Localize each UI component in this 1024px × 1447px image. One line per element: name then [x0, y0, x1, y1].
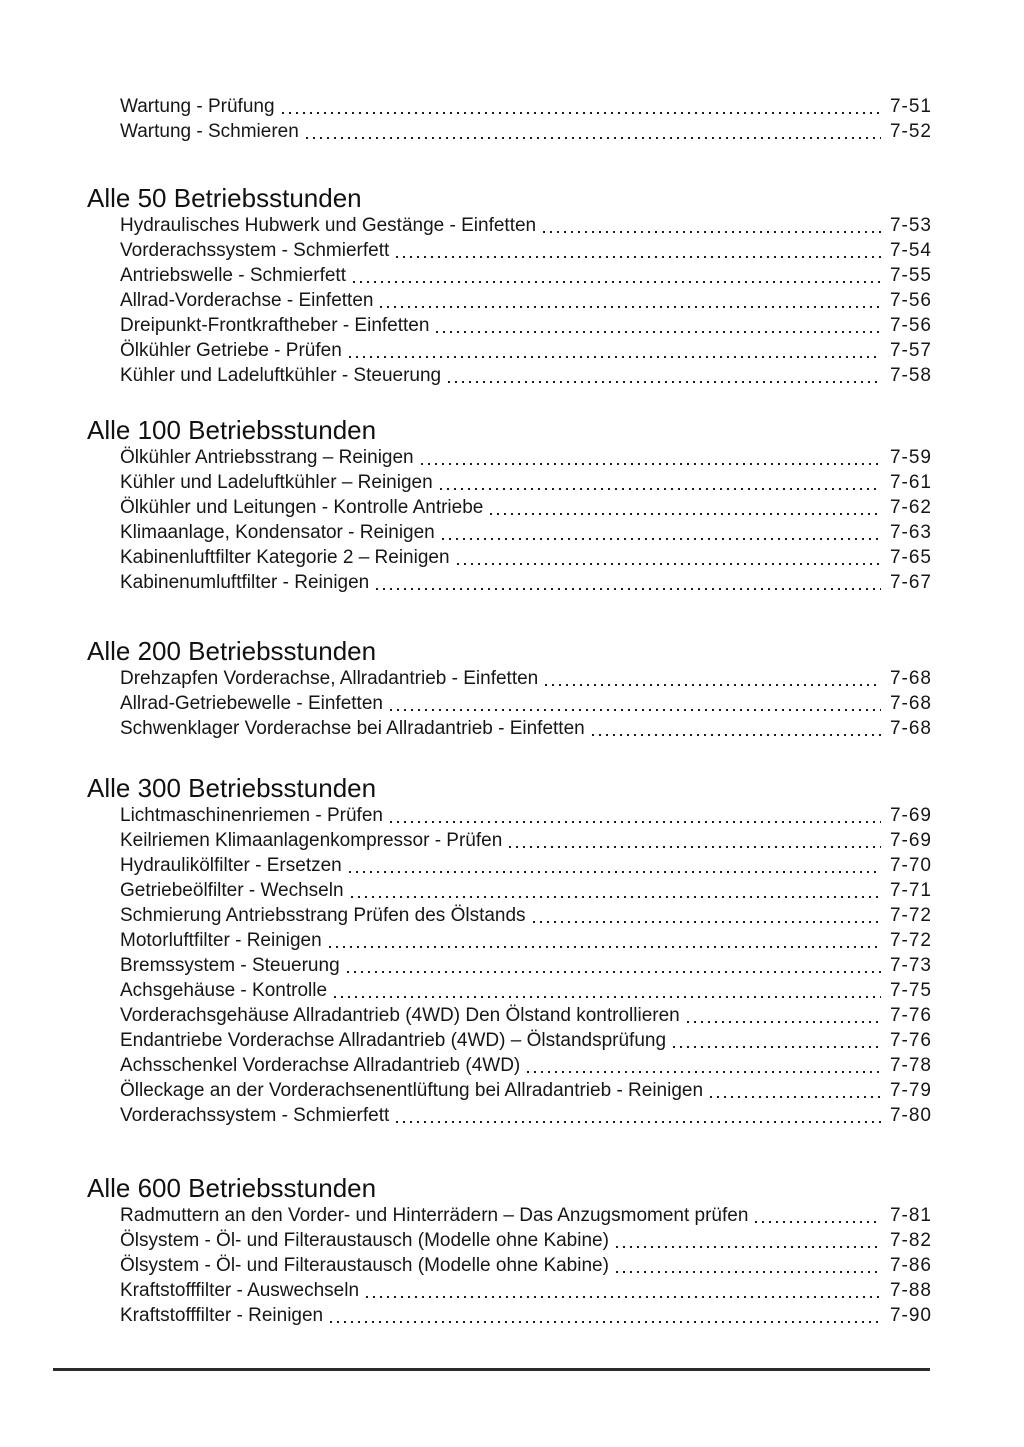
toc-entry	[120, 1228, 932, 1253]
toc-section-entries	[120, 213, 932, 388]
dot-leader	[396, 256, 881, 258]
dot-leader	[306, 137, 881, 139]
toc-entry-page-number: 7-62	[889, 497, 932, 518]
toc-section-heading: Alle 200 Betriebsstunden	[87, 636, 377, 666]
toc-entry-title: Klimaanlage, Kondensator - Reinigen	[120, 522, 435, 543]
toc-section	[0, 144, 1024, 388]
toc-entry-title: Kraftstofffilter - Reinigen	[120, 1305, 324, 1326]
toc-entry	[120, 803, 932, 828]
dot-leader	[527, 1071, 881, 1073]
toc-section-entries	[120, 445, 932, 595]
toc-entry	[120, 288, 932, 313]
toc-entry	[120, 666, 932, 691]
toc-entry-page-number: 7-75	[889, 980, 932, 1001]
dot-leader	[349, 356, 881, 358]
toc-entry-title: Allrad-Getriebewelle - Einfetten	[120, 693, 383, 714]
dot-leader	[448, 381, 881, 383]
toc-entry-page-number: 7-90	[889, 1305, 932, 1326]
toc-entry	[120, 716, 932, 741]
toc-entry-title: Schmierung Antriebsstrang Prüfen des Ölstands	[120, 905, 526, 926]
toc-entry-page-number: 7-76	[889, 1005, 932, 1026]
dot-leader	[347, 971, 881, 973]
toc-entry	[120, 691, 932, 716]
dot-leader	[616, 1246, 881, 1248]
toc-entry-page-number: 7-57	[889, 340, 932, 361]
toc-entry-page-number: 7-53	[889, 215, 932, 236]
toc-entry-title: Hydraulisches Hubwerk und Gestänge - Einfetten	[120, 215, 537, 236]
toc-entry	[120, 953, 932, 978]
toc-entry-title: Bremssystem - Steuerung	[120, 955, 340, 976]
toc-entry	[120, 978, 932, 1003]
toc-section	[0, 595, 1024, 741]
toc-entry-title: Drehzapfen Vorderachse, Allradantrieb - Einfetten	[120, 668, 539, 689]
toc-section-heading: Alle 100 Betriebsstunden	[87, 415, 377, 445]
toc-entry	[120, 1028, 932, 1053]
toc-entry-page-number: 7-61	[889, 472, 932, 493]
dot-leader	[545, 684, 881, 686]
dot-leader	[396, 1121, 881, 1123]
toc-entry-page-number: 7-56	[889, 290, 932, 311]
toc-entry-page-number: 7-58	[889, 365, 932, 386]
toc-entry-page-number: 7-67	[889, 572, 932, 593]
dot-leader	[490, 513, 881, 515]
toc-entry-page-number: 7-68	[889, 718, 932, 739]
dot-leader	[353, 281, 881, 283]
toc-entry	[120, 1103, 932, 1128]
toc-section-entries	[120, 803, 932, 1128]
toc-entry-page-number: 7-63	[889, 522, 932, 543]
dot-leader	[330, 1321, 881, 1323]
toc-entry	[120, 1003, 932, 1028]
dot-leader	[755, 1221, 881, 1223]
dot-leader	[390, 709, 881, 711]
toc-entry-title: Achsschenkel Vorderachse Allradantrieb (4WD)	[120, 1055, 521, 1076]
dot-leader	[710, 1096, 881, 1098]
toc-entry-page-number: 7-55	[889, 265, 932, 286]
toc-entry-title: Ölkühler und Leitungen - Kontrolle Antriebe	[120, 497, 484, 518]
toc-entry-page-number: 7-56	[889, 315, 932, 336]
toc-entry-page-number: 7-73	[889, 955, 932, 976]
toc-entry	[120, 928, 932, 953]
toc-entry-title: Ölsystem - Öl- und Filteraustausch (Modelle ohne Kabine)	[120, 1230, 609, 1251]
toc-entry-page-number: 7-72	[889, 905, 932, 926]
dot-leader	[436, 331, 881, 333]
toc-entry-page-number: 7-88	[889, 1280, 932, 1301]
toc-entry	[120, 445, 932, 470]
toc-entry-title: Endantriebe Vorderachse Allradantrieb (4WD) – Ölstandsprüfung	[120, 1030, 667, 1051]
toc-entry-page-number: 7-65	[889, 547, 932, 568]
dot-leader	[380, 306, 881, 308]
toc-section-entries	[120, 1203, 932, 1328]
toc-entry-title: Allrad-Vorderachse - Einfetten	[120, 290, 374, 311]
toc-entry	[120, 1303, 932, 1328]
toc-entry-page-number: 7-80	[889, 1105, 932, 1126]
toc-entry	[120, 363, 932, 388]
toc-entry-title: Motorluftfilter - Reinigen	[120, 930, 322, 951]
toc-section-heading: Alle 50 Betriebsstunden	[87, 183, 362, 213]
dot-leader	[390, 821, 881, 823]
dot-leader	[592, 734, 881, 736]
toc-sections	[0, 144, 1024, 1328]
toc-entry-title: Vorderachssystem - Schmierfett	[120, 240, 390, 261]
dot-leader	[616, 1271, 881, 1273]
toc-entry-page-number: 7-79	[889, 1080, 932, 1101]
dot-leader	[440, 488, 881, 490]
dot-leader	[376, 588, 881, 590]
dot-leader	[533, 921, 881, 923]
toc-entry	[120, 1078, 932, 1103]
toc-entry	[120, 520, 932, 545]
toc-entry-page-number: 7-52	[889, 121, 932, 142]
toc-entry-title: Keilriemen Klimaanlagenkompressor - Prüfen	[120, 830, 503, 851]
toc-entry-title: Antriebswelle - Schmierfett	[120, 265, 346, 286]
dot-leader	[282, 112, 881, 114]
toc-section	[0, 388, 1024, 595]
dot-leader	[687, 1021, 881, 1023]
toc-entry-page-number: 7-70	[889, 855, 932, 876]
footer-rule	[53, 1368, 930, 1371]
dot-leader	[543, 231, 881, 233]
toc-entry-page-number: 7-78	[889, 1055, 932, 1076]
toc-entry-title: Kühler und Ladeluftkühler – Reinigen	[120, 472, 433, 493]
toc-entry-page-number: 7-81	[889, 1205, 932, 1226]
toc-entry-page-number: 7-82	[889, 1230, 932, 1251]
toc-entry-title: Hydraulikölfilter - Ersetzen	[120, 855, 342, 876]
toc-entry	[120, 1278, 932, 1303]
dot-leader	[351, 896, 881, 898]
toc-entry	[120, 1203, 932, 1228]
toc-section	[0, 1128, 1024, 1328]
toc-entry	[120, 213, 932, 238]
toc-entry-title: Schwenklager Vorderachse bei Allradantrieb - Einfetten	[120, 718, 585, 739]
dot-leader	[509, 846, 881, 848]
toc-entry-title: Vorderachsgehäuse Allradantrieb (4WD) Den Ölstand kontrollieren	[120, 1005, 680, 1026]
dot-leader	[442, 538, 881, 540]
toc-entry-title: Dreipunkt-Frontkraftheber - Einfetten	[120, 315, 430, 336]
toc-section-heading: Alle 300 Betriebsstunden	[87, 773, 377, 803]
toc-entry-title: Kabinenluftfilter Kategorie 2 – Reinigen	[120, 547, 450, 568]
toc-entry-title: Lichtmaschinenriemen - Prüfen	[120, 805, 383, 826]
toc-entry	[120, 470, 932, 495]
toc-section-entries	[120, 666, 932, 741]
toc-entry-page-number: 7-59	[889, 447, 932, 468]
toc-entry-title: Wartung - Schmieren	[120, 121, 299, 142]
dot-leader	[673, 1046, 881, 1048]
dot-leader	[329, 946, 881, 948]
toc-entry-title: Ölkühler Getriebe - Prüfen	[120, 340, 342, 361]
toc-entry	[120, 903, 932, 928]
dot-leader	[421, 463, 881, 465]
toc-entry-page-number: 7-54	[889, 240, 932, 261]
toc-entry-page-number: 7-69	[889, 805, 932, 826]
toc-entry	[120, 1053, 932, 1078]
toc-entry	[120, 1253, 932, 1278]
toc-entry-page-number: 7-76	[889, 1030, 932, 1051]
toc-entry	[120, 878, 932, 903]
toc-entry-title: Wartung - Prüfung	[120, 96, 275, 117]
toc-entry	[120, 545, 932, 570]
toc-entry-page-number: 7-68	[889, 693, 932, 714]
toc-entry	[120, 238, 932, 263]
toc-entry	[120, 263, 932, 288]
dot-leader	[366, 1296, 881, 1298]
dot-leader	[349, 871, 881, 873]
toc-entry	[120, 570, 932, 595]
toc-section	[0, 741, 1024, 1128]
toc-entry	[120, 119, 932, 144]
dot-leader	[334, 996, 881, 998]
toc-entry	[120, 853, 932, 878]
toc-entry-title: Ölleckage an der Vorderachsenentlüftung bei Allradantrieb - Reinigen	[120, 1080, 704, 1101]
toc-entry-title: Kraftstofffilter - Auswechseln	[120, 1280, 360, 1301]
toc-entry-title: Ölkühler Antriebsstrang – Reinigen	[120, 447, 414, 468]
toc-intro-entries	[120, 94, 932, 144]
toc-section-heading: Alle 600 Betriebsstunden	[87, 1173, 377, 1203]
toc-entry	[120, 495, 932, 520]
toc-entry-title: Getriebeölfilter - Wechseln	[120, 880, 344, 901]
dot-leader	[457, 563, 881, 565]
toc-entry	[120, 338, 932, 363]
toc-entry-page-number: 7-72	[889, 930, 932, 951]
toc-entry-page-number: 7-68	[889, 668, 932, 689]
toc-entry-page-number: 7-71	[889, 880, 932, 901]
toc-entry-page-number: 7-51	[889, 96, 932, 117]
toc-entry	[120, 828, 932, 853]
toc-entry-title: Ölsystem - Öl- und Filteraustausch (Modelle ohne Kabine)	[120, 1255, 609, 1276]
toc-entry-title: Achsgehäuse - Kontrolle	[120, 980, 328, 1001]
toc-entry-page-number: 7-86	[889, 1255, 932, 1276]
toc-entry-title: Kabinenumluftfilter - Reinigen	[120, 572, 370, 593]
toc-entry-title: Kühler und Ladeluftkühler - Steuerung	[120, 365, 442, 386]
toc-entry-page-number: 7-69	[889, 830, 932, 851]
toc-entry	[120, 313, 932, 338]
toc-entry-title: Radmuttern an den Vorder- und Hinterrädern – Das Anzugsmoment prüfen	[120, 1205, 749, 1226]
toc-entry-title: Vorderachssystem - Schmierfett	[120, 1105, 390, 1126]
toc-entry	[120, 94, 932, 119]
